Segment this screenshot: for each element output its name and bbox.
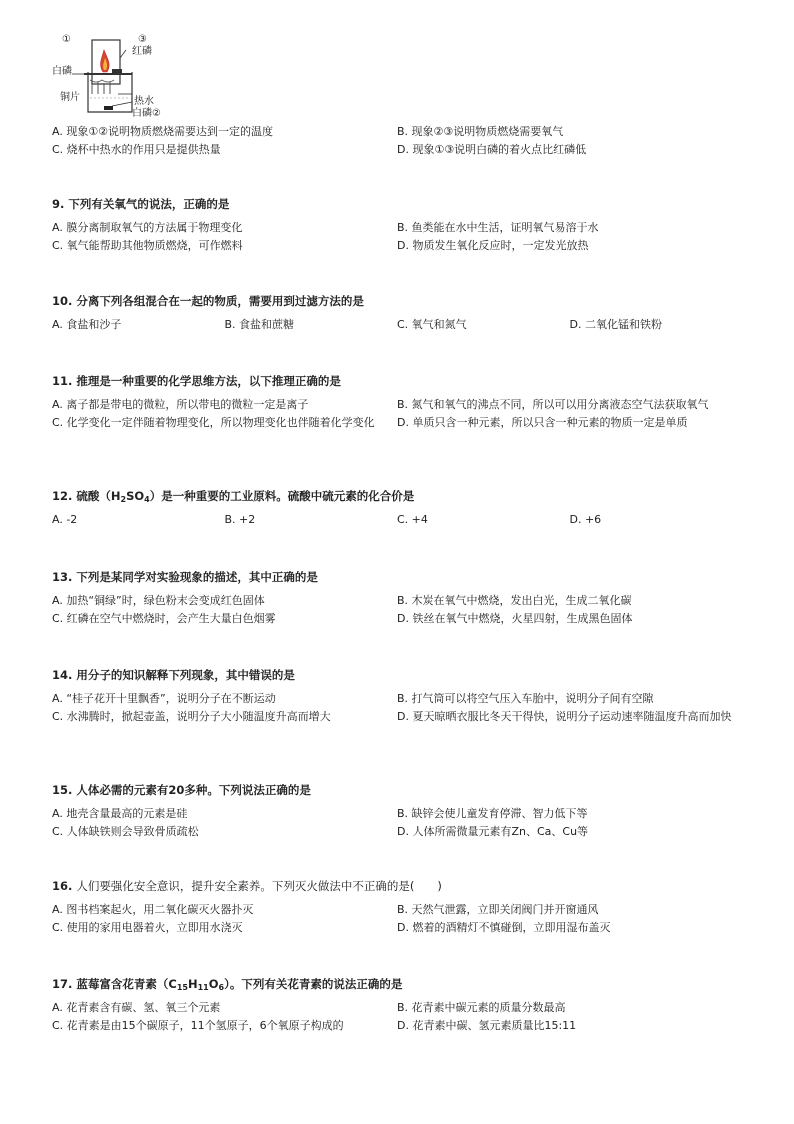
title-part: H xyxy=(187,977,198,991)
question-title: 11. 推理是一种重要的化学思维方法，以下推理正确的是 xyxy=(52,374,341,388)
label-circle-3: ③ xyxy=(138,34,147,45)
option-row xyxy=(52,219,742,237)
option-row xyxy=(52,123,742,141)
option-d: D. 燃着的酒精灯不慎碰倒，立即用湿布盖灭 xyxy=(397,921,611,934)
option-b: B. 打气筒可以将空气压入车胎中，说明分子间有空隙 xyxy=(397,692,654,705)
label-circle-1: ① xyxy=(62,34,71,45)
option-c: C. 红磷在空气中燃烧时，会产生大量白色烟雾 xyxy=(52,612,276,625)
question-16 xyxy=(52,878,742,937)
question-15 xyxy=(52,782,742,841)
label-white-phosphorus-2: 白磷② xyxy=(132,108,161,119)
question-12 xyxy=(52,488,742,529)
option-row xyxy=(52,690,742,708)
subscript: 15 xyxy=(176,983,188,992)
subscript: 11 xyxy=(197,983,209,992)
option-a: A. “桂子花开十里飘香”，说明分子在不断运动 xyxy=(52,692,276,705)
subscript: 6 xyxy=(218,983,225,992)
question-11 xyxy=(52,373,742,432)
option-d: D. +6 xyxy=(569,513,602,526)
option-b: B. 食盐和蔗糖 xyxy=(224,318,295,331)
option-a: A. 花青素含有碳、氢、氧三个元素 xyxy=(52,1001,221,1014)
option-a: A. 图书档案起火，用二氧化碳灭火器扑灭 xyxy=(52,903,254,916)
option-b: B. 木炭在氧气中燃烧，发出白光，生成二氧化碳 xyxy=(397,594,632,607)
option-b: B. 鱼类能在水中生活，证明氧气易溶于水 xyxy=(397,221,599,234)
option-row xyxy=(52,823,742,841)
title-part: 12. 硫酸（H xyxy=(52,489,121,503)
option-row xyxy=(52,708,742,726)
option-c: C. 化学变化一定伴随着物理变化，所以物理变化也伴随着化学变化 xyxy=(52,416,375,429)
experiment-figure xyxy=(52,36,164,122)
option-d: D. 夏天晾晒衣服比冬天干得快，说明分子运动速率随温度升高而加快 xyxy=(397,710,732,723)
subscript: 4 xyxy=(144,495,150,504)
option-row xyxy=(52,316,742,334)
question-title: 9. 下列有关氧气的说法，正确的是 xyxy=(52,197,230,211)
title-part: O xyxy=(208,977,219,991)
question-title xyxy=(52,878,742,894)
option-b: B. 花青素中碳元素的质量分数最高 xyxy=(397,1001,566,1014)
option-b: B. 现象②③说明物质燃烧需要氧气 xyxy=(397,125,564,138)
question-title: 15. 人体必需的元素有20多种。下列说法正确的是 xyxy=(52,783,311,797)
option-d: D. 二氧化锰和铁粉 xyxy=(569,318,662,331)
option-row xyxy=(52,919,742,937)
question-title: 10. 分离下列各组混合在一起的物质，需要用到过滤方法的是 xyxy=(52,294,364,308)
option-row xyxy=(52,396,742,414)
title-part: SO xyxy=(126,489,145,503)
option-row xyxy=(52,592,742,610)
option-b: B. 天然气泄露，立即关闭阀门并开窗通风 xyxy=(397,903,599,916)
subscript: 2 xyxy=(120,495,127,504)
option-d: D. 单质只含一种元素，所以只含一种元素的物质一定是单质 xyxy=(397,416,688,429)
question-17 xyxy=(52,976,742,1035)
question-title: 14. 用分子的知识解释下列现象，其中错误的是 xyxy=(52,668,295,682)
option-c: C. 水沸腾时，掀起壶盖，说明分子大小随温度升高而增大 xyxy=(52,710,331,723)
option-c: C. +4 xyxy=(397,513,428,526)
option-c: C. 烧杯中热水的作用只是提供热量 xyxy=(52,143,221,156)
option-row xyxy=(52,1017,742,1035)
question-9 xyxy=(52,196,742,255)
option-c: C. 花青素是由15个碳原子，11个氢原子，6个氧原子构成的 xyxy=(52,1019,344,1032)
title-number: 16. xyxy=(52,879,77,893)
label-white-phosphorus-1: 白磷 xyxy=(52,66,72,77)
option-row xyxy=(52,511,742,529)
option-b: B. 缺锌会使儿童发育停滞、智力低下等 xyxy=(397,807,588,820)
option-a: A. 离子都是带电的微粒，所以带电的微粒一定是离子 xyxy=(52,398,309,411)
option-row xyxy=(52,414,742,432)
title-part: ）是一种重要的工业原料。硫酸中硫元素的化合价是 xyxy=(149,489,415,503)
option-a: A. 地壳含量最高的元素是硅 xyxy=(52,807,188,820)
option-row xyxy=(52,610,742,628)
option-d: D. 现象①③说明白磷的着火点比红磷低 xyxy=(397,143,587,156)
option-a: A. 膜分离制取氧气的方法属于物理变化 xyxy=(52,221,243,234)
question-title xyxy=(52,976,742,992)
option-c: C. 人体缺铁则会导致骨质疏松 xyxy=(52,825,199,838)
option-b: B. +2 xyxy=(224,513,256,526)
option-row xyxy=(52,805,742,823)
question-14 xyxy=(52,667,742,726)
question-title xyxy=(52,488,742,504)
option-row xyxy=(52,141,742,159)
question-10 xyxy=(52,293,742,334)
option-d: D. 花青素中碳、氢元素质量比15:11 xyxy=(397,1019,577,1032)
option-c: C. 氧气能帮助其他物质燃烧，可作燃料 xyxy=(52,239,243,252)
option-row xyxy=(52,999,742,1017)
option-c: C. 氧气和氮气 xyxy=(397,318,467,331)
option-a: A. 现象①②说明物质燃烧需要达到一定的温度 xyxy=(52,125,274,138)
option-a: A. 食盐和沙子 xyxy=(52,318,122,331)
option-b: B. 氮气和氧气的沸点不同，所以可以用分离液态空气法获取氧气 xyxy=(397,398,709,411)
label-hot-water: 热水 xyxy=(134,96,154,107)
option-d: D. 铁丝在氧气中燃烧，火星四射，生成黑色固体 xyxy=(397,612,633,625)
question-13 xyxy=(52,569,742,628)
option-a: A. 加热“铜绿”时，绿色粉末会变成红色固体 xyxy=(52,594,265,607)
title-text: 人们要强化安全意识，提升安全素养。下列灭火做法中不正确的是( ) xyxy=(76,879,442,893)
question-8 xyxy=(52,123,742,159)
option-d: D. 物质发生氧化反应时，一定发光放热 xyxy=(397,239,589,252)
label-copper-sheet: 铜片 xyxy=(60,92,80,103)
label-red-phosphorus: 红磷 xyxy=(132,46,152,57)
title-part: 17. 蓝莓富含花青素（C xyxy=(52,977,177,991)
title-part: ）。下列有关花青素的说法正确的是 xyxy=(224,977,403,991)
option-a: A. -2 xyxy=(52,513,78,526)
option-row xyxy=(52,901,742,919)
option-d: D. 人体所需微量元素有Zn、Ca、Cu等 xyxy=(397,825,589,838)
option-c: C. 使用的家用电器着火，立即用水浇灭 xyxy=(52,921,243,934)
option-row xyxy=(52,237,742,255)
question-title: 13. 下列是某同学对实验现象的描述，其中正确的是 xyxy=(52,570,318,584)
